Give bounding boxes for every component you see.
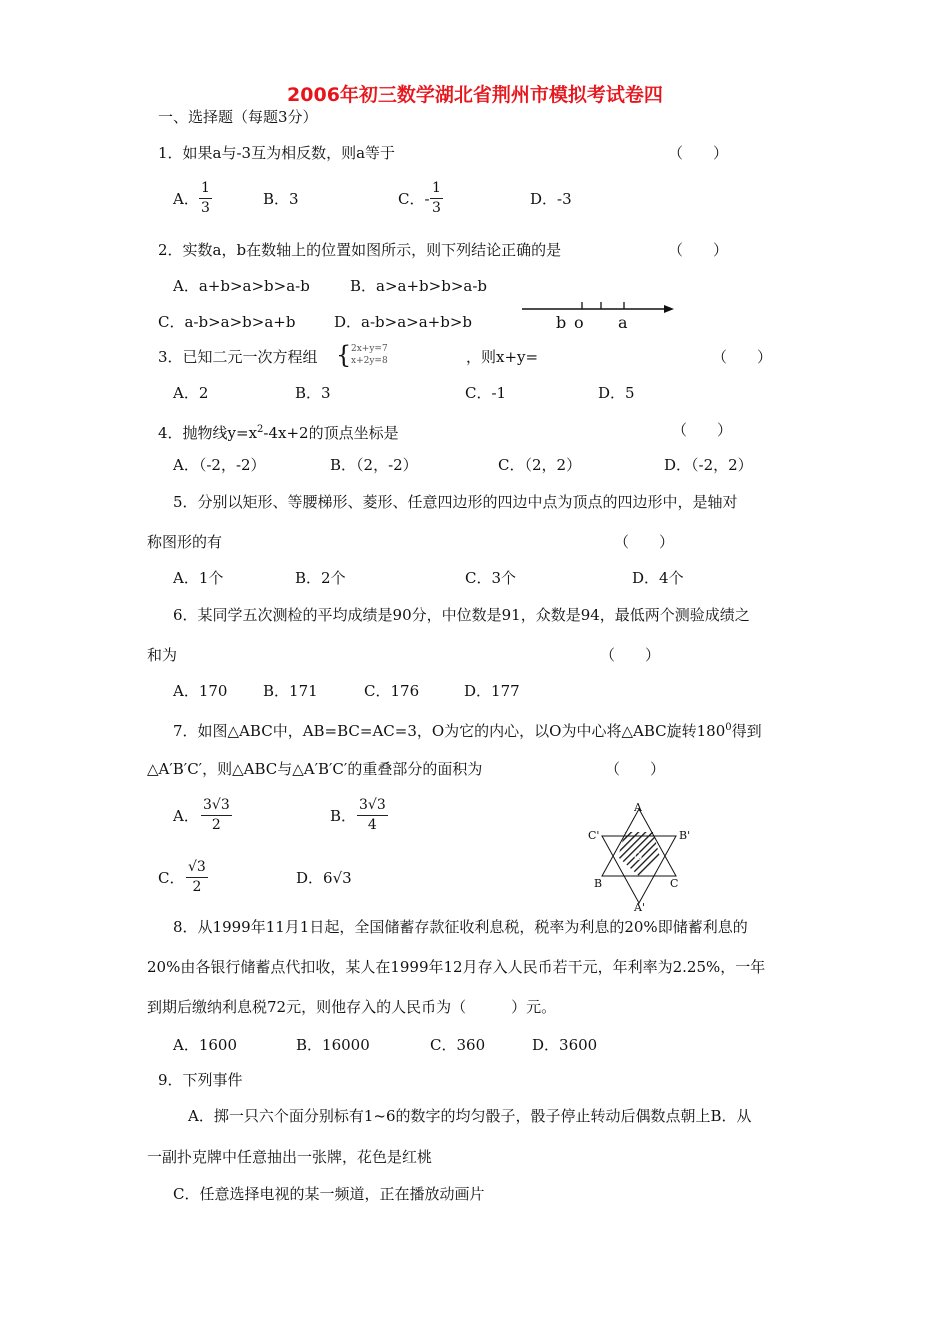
option-b: B．3 [295,384,331,402]
answer-bracket: （ ） [672,421,733,439]
question-stem: 7．如图△ABC中，AB=BC=AC=3，O为它的内心，以O为中心将△ABC旋转$180^0$得到 [173,722,762,740]
option-c: C．360 [430,1036,486,1054]
numerator: √3 [186,859,208,878]
figure-label-c-prime: C' [588,829,600,842]
option-a: A．170 [173,682,228,700]
option-c: C．-1 [465,384,507,402]
question-stem: 2．实数a，b在数轴上的位置如图所示，则下列结论正确的是 [158,241,562,259]
option-d: D．177 [464,682,520,700]
option-d: D．-3 [530,190,572,208]
equation-2: x+2y=8 [351,356,388,366]
event-b: 一副扑克牌中任意抽出一张牌，花色是红桃 [147,1148,433,1166]
question-stem-cont: 和为 [147,646,178,664]
figure-label-b: B [594,877,603,890]
option-d: D．5 [598,384,635,402]
fraction [430,180,443,217]
option-a: A． [173,807,199,825]
question-stem: 8．从1999年11月1日起，全国储蓄存款征收利息税，税率为利息的20%即储蓄利息的 [173,918,748,936]
event-c: C．任意选择电视的某一频道，正在播放动画片 [173,1185,485,1203]
option-a: A．（-2，-2） [173,456,266,474]
option-d: D．4个 [632,569,684,587]
figure-label-a: A [634,801,642,814]
option-a: A．1个 [173,569,224,587]
option-c: C． [158,869,185,887]
denominator: 2 [211,817,221,833]
denominator: 3 [201,200,210,216]
option-d: D．a-b>a>a+b>b [334,313,473,331]
number-line-figure [522,298,674,332]
denominator: 3 [432,200,441,216]
option-c: C．- [398,190,430,208]
answer-bracket: （ ） [605,760,666,778]
option-a: A． [173,190,199,208]
question-stem-cont: 到期后缴纳利息税72元，则他存入的人民币为（ ）元。 [147,998,557,1016]
question-stem: 6．某同学五次测检的平均成绩是90分，中位数是91，众数是94，最低两个测验成绩之 [173,606,750,624]
answer-bracket: （ ） [712,348,773,366]
option-b: B．a>a+b>b>a-b [350,277,487,295]
question-stem: 3．已知二元一次方程组 [158,348,318,366]
numerator: 3√3 [357,797,388,816]
option-c: C．a-b>a>b>a+b [158,313,296,331]
option-c: C．176 [364,682,420,700]
option-c: C．3个 [465,569,517,587]
question-stem: 4．抛物线$y=x^2-4x+2$的顶点坐标是 [158,424,399,442]
axis-label-o: o [574,313,584,332]
exam-title: 2006年初三数学湖北省荆州市模拟考试卷四 [287,84,663,106]
option-d: D．6√3 [296,869,352,887]
equation-1: 2x+y=7 [351,344,388,354]
option-a: A．2 [173,384,209,402]
question-stem-cont: △A′B′C′，则△ABC与△A′B′C′的重叠部分的面积为 [147,760,483,778]
figure-label-c: C [670,877,679,890]
answer-bracket: （ ） [614,533,675,551]
option-b: B．2个 [295,569,346,587]
denominator: 2 [192,879,202,895]
answer-bracket: （ ） [668,144,729,162]
answer-bracket: （ ） [668,241,729,259]
option-b: B．16000 [296,1036,370,1054]
fraction [186,859,208,896]
numerator: 3√3 [201,797,232,816]
option-b: B． [330,807,357,825]
answer-bracket: （ ） [600,646,661,664]
option-a: A．a+b>a>b>a-b [173,277,310,295]
question-stem: 5．分别以矩形、等腰梯形、菱形、任意四边形的四边中点为顶点的四边形中，是轴对 [173,493,738,511]
event-a: A．掷一只六个面分别标有1~6的数字的均匀骰子，骰子停止转动后偶数点朝上B．从 [188,1107,752,1125]
option-a: A．1600 [173,1036,238,1054]
question-stem-cont: 称图形的有 [147,533,223,551]
figure-label-b-prime: B' [679,829,691,842]
option-d: D．（-2，2） [664,456,753,474]
fraction [199,180,212,217]
option-d: D．3600 [532,1036,598,1054]
fraction [201,797,232,834]
brace-symbol: { [336,341,352,369]
numerator: 1 [199,180,212,199]
option-b: B．（2，-2） [330,456,418,474]
figure-label-a-prime: A' [634,901,645,914]
option-b: B．171 [263,682,318,700]
denominator: 4 [367,817,377,833]
question-stem: 1．如果a与-3互为相反数，则a等于 [158,144,396,162]
axis-label-a: a [618,313,628,332]
option-b: B．3 [263,190,299,208]
figure-label-o: O [634,852,643,863]
fraction [357,797,388,834]
section-heading: 一、选择题（每题3分） [158,108,318,126]
question-stem-cont: 20%由各银行储蓄点代扣收，某人在1999年12月存入人民币若干元，年利率为2.25%，一年 [147,958,766,976]
question-tail: ，则x+y= [466,348,539,366]
axis-label-b: b [556,313,567,332]
option-c: C．（2，2） [498,456,582,474]
numerator: 1 [430,180,443,199]
question-stem: 9．下列事件 [158,1071,243,1089]
